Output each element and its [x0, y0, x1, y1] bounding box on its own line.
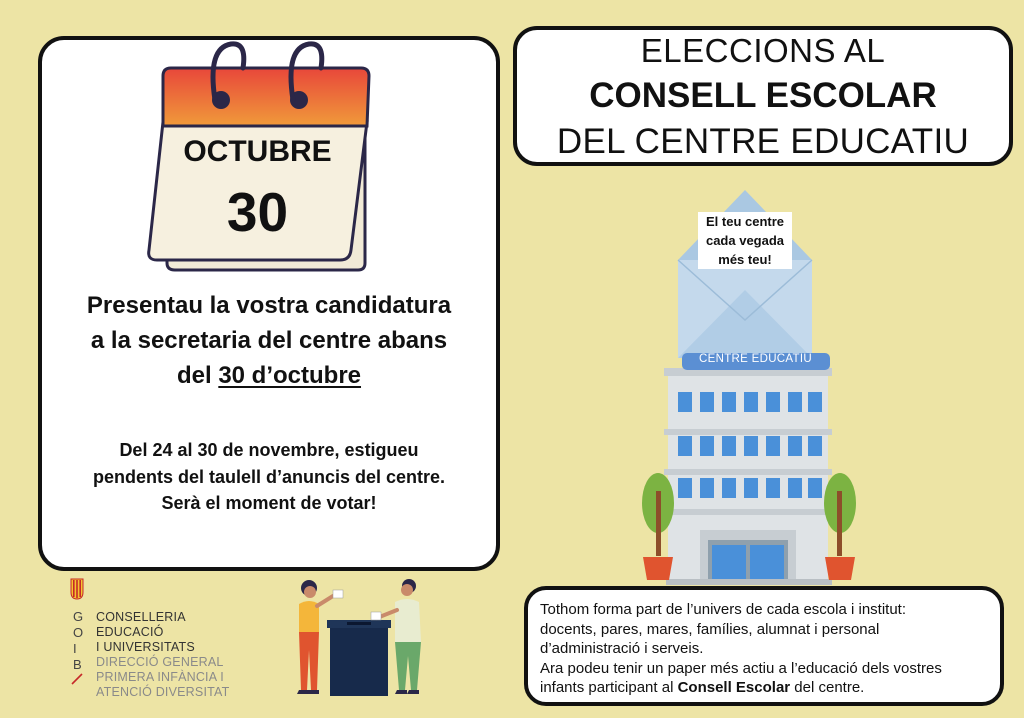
envelope-note-line1: El teu centre [705, 214, 785, 229]
voting-people-illustration [285, 578, 435, 702]
envelope-note [698, 212, 792, 269]
main-message-line1: Presentau la vostra candidatura [86, 292, 452, 319]
coat-of-arms-icon [70, 578, 84, 600]
building-label: CENTRE EDUCATIU [699, 353, 812, 365]
sub-message-line3: Serà el moment de votar! [161, 493, 377, 513]
logo-line-6: ATENCIÓ DIVERSITAT [96, 685, 230, 699]
logo-letter-g: G [73, 609, 84, 624]
info-line5-prefix: infants participant al [540, 679, 678, 696]
sub-message-line2: pendents del taulell d’anuncis del centre. [92, 466, 446, 487]
logo-line-2: EDUCACIÓ [96, 625, 164, 639]
logo-line-1: CONSELLERIA [96, 610, 186, 624]
info-line1: Tothom forma part de l’univers de cada escola i institut: [540, 601, 907, 618]
calendar-day: 30 [226, 181, 289, 243]
envelope-note-line3: més teu! [718, 252, 772, 267]
info-line5 [540, 678, 988, 698]
sub-message [40, 437, 498, 517]
info-card [524, 586, 1004, 706]
info-line5-bold: Consell Escolar [677, 679, 791, 696]
calendar-month: OCTUBRE [183, 135, 332, 168]
title-line1: ELECCIONS AL [640, 32, 886, 69]
logo-letter-o: O [73, 625, 84, 640]
main-message-line2: a la secretaria del centre abans [90, 327, 448, 354]
logo-line-4: DIRECCIÓ GENERAL [96, 655, 224, 669]
title-card [513, 26, 1013, 166]
title-line3: DEL CENTRE EDUCATIU [556, 122, 970, 161]
logo-letter-i: I [73, 641, 77, 656]
title-line2: CONSELL ESCOLAR [589, 76, 937, 115]
info-line4: Ara podeu tenir un paper més actiu a l’educació dels vostres [540, 659, 942, 677]
logo-line-3: I UNIVERSITATS [96, 640, 195, 654]
info-line2: docents, pares, mares, famílies, alumnat i personal [540, 620, 880, 638]
goib-logo [68, 578, 268, 708]
main-message-line3 [40, 358, 498, 393]
logo-line-5: PRIMERA INFÀNCIA I [96, 670, 224, 684]
info-line5-suffix: del centre. [790, 679, 865, 696]
main-message [40, 288, 498, 393]
logo-slash-icon [71, 673, 83, 685]
sub-message-line1: Del 24 al 30 de novembre, estigueu [119, 440, 419, 460]
envelope-note-line2: cada vegada [705, 233, 785, 248]
logo-letter-b: B [73, 657, 82, 672]
main-message-line3-prefix: del [176, 362, 219, 389]
deadline-date: 30 d’octubre [218, 362, 362, 389]
info-line3: d’administració i serveis. [540, 640, 704, 657]
